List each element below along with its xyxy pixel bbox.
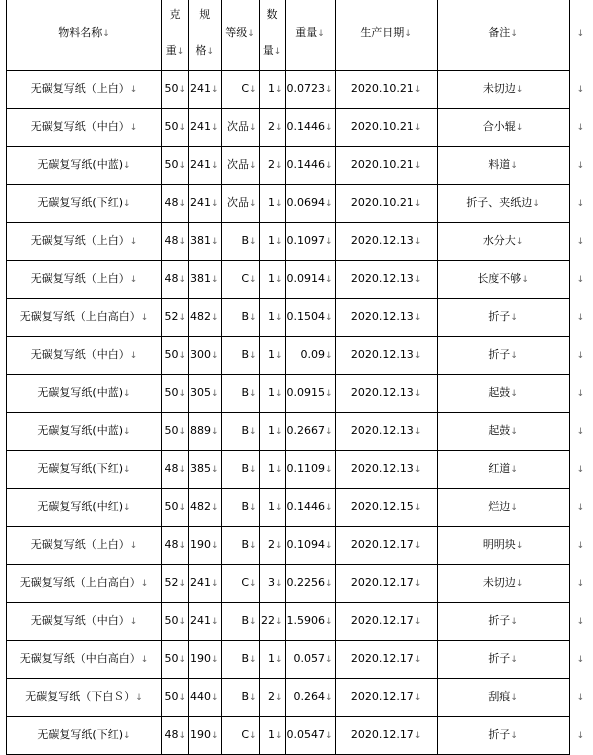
row-end-mark: ↓: [569, 489, 591, 527]
cell-gram: 48↓: [162, 717, 189, 755]
cell-grade: B↓: [221, 375, 259, 413]
cell-spec: 385↓: [189, 451, 222, 489]
cell-qty: 1↓: [259, 261, 285, 299]
cell-remark: 长度不够↓: [437, 261, 569, 299]
cell-remark: 起鼓↓: [437, 375, 569, 413]
cell-spec: 440↓: [189, 679, 222, 717]
cell-grade: B↓: [221, 489, 259, 527]
cell-weight: 0.1446↓: [285, 109, 335, 147]
cell-grade: B↓: [221, 223, 259, 261]
row-end-mark: ↓: [569, 603, 591, 641]
cell-spec: 241↓: [189, 109, 222, 147]
cell-gram: 48↓: [162, 223, 189, 261]
table-row: [7, 527, 592, 565]
cell-qty: 1↓: [259, 451, 285, 489]
header-row: [7, 0, 592, 71]
cell-gram: 50↓: [162, 679, 189, 717]
row-end-mark: ↓: [569, 679, 591, 717]
cell-weight: 0.1094↓: [285, 527, 335, 565]
cell-date: 2020.10.21↓: [335, 71, 437, 109]
cell-name: 无碳复写纸(下红)↓: [7, 717, 162, 755]
cell-name: 无碳复写纸（上白）↓: [7, 223, 162, 261]
cell-gram: 50↓: [162, 109, 189, 147]
cell-spec: 381↓: [189, 261, 222, 299]
cell-grade: C↓: [221, 71, 259, 109]
row-end-mark: ↓: [569, 413, 591, 451]
table-row: [7, 565, 592, 603]
cell-weight: 0.0914↓: [285, 261, 335, 299]
cell-remark: 料道↓: [437, 147, 569, 185]
cell-weight: 0.1446↓: [285, 489, 335, 527]
cell-date: 2020.12.13↓: [335, 223, 437, 261]
cell-grade: C↓: [221, 717, 259, 755]
cell-spec: 241↓: [189, 603, 222, 641]
cell-grade: B↓: [221, 337, 259, 375]
cell-remark: 折子↓: [437, 717, 569, 755]
header-grade: 等级↓: [221, 0, 259, 71]
table-row: [7, 679, 592, 717]
cell-remark: 红道↓: [437, 451, 569, 489]
cell-weight: 0.09↓: [285, 337, 335, 375]
cell-grade: 次品↓: [221, 147, 259, 185]
table-row: [7, 603, 592, 641]
cell-grade: C↓: [221, 261, 259, 299]
table-row: [7, 223, 592, 261]
cell-gram: 50↓: [162, 375, 189, 413]
cell-grade: 次品↓: [221, 185, 259, 223]
cell-weight: 0.264↓: [285, 679, 335, 717]
table-row: [7, 71, 592, 109]
cell-qty: 2↓: [259, 679, 285, 717]
cell-gram: 52↓: [162, 565, 189, 603]
cell-gram: 48↓: [162, 451, 189, 489]
table-row: [7, 261, 592, 299]
cell-grade: 次品↓: [221, 109, 259, 147]
cell-weight: 0.0547↓: [285, 717, 335, 755]
cell-name: 无碳复写纸(下红)↓: [7, 185, 162, 223]
cell-qty: 1↓: [259, 717, 285, 755]
cell-name: 无碳复写纸(中蓝)↓: [7, 147, 162, 185]
cell-spec: 482↓: [189, 489, 222, 527]
cell-gram: 50↓: [162, 71, 189, 109]
cell-gram: 50↓: [162, 603, 189, 641]
cell-remark: 折子↓: [437, 299, 569, 337]
header-weight: 重量↓: [285, 0, 335, 71]
cell-qty: 1↓: [259, 337, 285, 375]
cell-remark: 折子↓: [437, 337, 569, 375]
row-end-mark: ↓: [569, 717, 591, 755]
cell-name: 无碳复写纸(中红)↓: [7, 489, 162, 527]
header-spec: 规 格↓: [189, 0, 222, 71]
cell-date: 2020.12.17↓: [335, 679, 437, 717]
cell-spec: 241↓: [189, 565, 222, 603]
cell-remark: 折子↓: [437, 603, 569, 641]
cell-name: 无碳复写纸(中蓝)↓: [7, 413, 162, 451]
cell-spec: 241↓: [189, 185, 222, 223]
cell-weight: 0.2667↓: [285, 413, 335, 451]
cell-qty: 2↓: [259, 109, 285, 147]
cell-spec: 190↓: [189, 641, 222, 679]
cell-name: 无碳复写纸（上白高白）↓: [7, 565, 162, 603]
cell-date: 2020.10.21↓: [335, 147, 437, 185]
cell-gram: 48↓: [162, 527, 189, 565]
cell-gram: 52↓: [162, 299, 189, 337]
cell-name: 无碳复写纸(下红)↓: [7, 451, 162, 489]
cell-qty: 1↓: [259, 641, 285, 679]
cell-remark: 折子↓: [437, 641, 569, 679]
header-qty: 数 量↓: [259, 0, 285, 71]
row-end-mark: ↓: [569, 299, 591, 337]
cell-remark: 起鼓↓: [437, 413, 569, 451]
cell-grade: B↓: [221, 527, 259, 565]
cell-weight: 0.1097↓: [285, 223, 335, 261]
cell-weight: 1.5906↓: [285, 603, 335, 641]
row-end-mark: ↓: [569, 337, 591, 375]
table-row: [7, 185, 592, 223]
table-row: [7, 451, 592, 489]
cell-gram: 50↓: [162, 489, 189, 527]
cell-name: 无碳复写纸（中白）↓: [7, 603, 162, 641]
row-end-mark: ↓: [569, 375, 591, 413]
row-end-mark: ↓: [569, 109, 591, 147]
cell-weight: 0.2256↓: [285, 565, 335, 603]
cell-date: 2020.12.13↓: [335, 451, 437, 489]
header-gram: 克 重↓: [162, 0, 189, 71]
cell-remark: 折子、夹纸边↓: [437, 185, 569, 223]
cell-spec: 241↓: [189, 71, 222, 109]
cell-spec: 241↓: [189, 147, 222, 185]
header-remark: 备注↓: [437, 0, 569, 71]
cell-weight: 0.0723↓: [285, 71, 335, 109]
cell-qty: 1↓: [259, 299, 285, 337]
cell-date: 2020.12.13↓: [335, 299, 437, 337]
cell-remark: 合小辊↓: [437, 109, 569, 147]
cell-gram: 48↓: [162, 185, 189, 223]
cell-remark: 水分大↓: [437, 223, 569, 261]
cell-weight: 0.0694↓: [285, 185, 335, 223]
cell-date: 2020.12.13↓: [335, 375, 437, 413]
cell-weight: 0.057↓: [285, 641, 335, 679]
cell-weight: 0.1109↓: [285, 451, 335, 489]
row-end-mark: ↓: [569, 0, 591, 71]
cell-qty: 1↓: [259, 223, 285, 261]
row-end-mark: ↓: [569, 565, 591, 603]
cell-date: 2020.12.13↓: [335, 261, 437, 299]
cell-name: 无碳复写纸（上白）↓: [7, 527, 162, 565]
cell-qty: 1↓: [259, 375, 285, 413]
cell-date: 2020.12.17↓: [335, 717, 437, 755]
cell-name: 无碳复写纸（中白）↓: [7, 337, 162, 375]
cell-gram: 48↓: [162, 261, 189, 299]
header-name: 物料名称↓: [7, 0, 162, 71]
cell-qty: 1↓: [259, 489, 285, 527]
cell-remark: 明明块↓: [437, 527, 569, 565]
cell-date: 2020.12.13↓: [335, 413, 437, 451]
cell-grade: B↓: [221, 679, 259, 717]
cell-date: 2020.12.17↓: [335, 603, 437, 641]
row-end-mark: ↓: [569, 71, 591, 109]
table-row: [7, 147, 592, 185]
cell-remark: 刮痕↓: [437, 679, 569, 717]
row-end-mark: ↓: [569, 641, 591, 679]
cell-name: 无碳复写纸（上白高白）↓: [7, 299, 162, 337]
table-row: [7, 299, 592, 337]
cell-name: 无碳复写纸（上白）↓: [7, 261, 162, 299]
cell-spec: 305↓: [189, 375, 222, 413]
row-end-mark: ↓: [569, 451, 591, 489]
row-end-mark: ↓: [569, 185, 591, 223]
cell-grade: B↓: [221, 299, 259, 337]
table-row: [7, 337, 592, 375]
cell-grade: B↓: [221, 413, 259, 451]
cell-date: 2020.12.17↓: [335, 565, 437, 603]
cell-date: 2020.10.21↓: [335, 109, 437, 147]
row-end-mark: ↓: [569, 147, 591, 185]
table-row: [7, 413, 592, 451]
cell-date: 2020.12.13↓: [335, 337, 437, 375]
row-end-mark: ↓: [569, 223, 591, 261]
cell-grade: B↓: [221, 451, 259, 489]
cell-remark: 未切边↓: [437, 565, 569, 603]
cell-spec: 482↓: [189, 299, 222, 337]
cell-gram: 50↓: [162, 337, 189, 375]
cell-remark: 烂边↓: [437, 489, 569, 527]
table-row: [7, 109, 592, 147]
cell-grade: B↓: [221, 641, 259, 679]
cell-weight: 0.1504↓: [285, 299, 335, 337]
cell-gram: 50↓: [162, 641, 189, 679]
material-table: [6, 0, 591, 755]
cell-gram: 50↓: [162, 147, 189, 185]
cell-weight: 0.0915↓: [285, 375, 335, 413]
table-row: [7, 641, 592, 679]
cell-weight: 0.1446↓: [285, 147, 335, 185]
cell-grade: B↓: [221, 603, 259, 641]
cell-date: 2020.12.15↓: [335, 489, 437, 527]
cell-date: 2020.12.17↓: [335, 641, 437, 679]
cell-qty: 1↓: [259, 71, 285, 109]
cell-spec: 381↓: [189, 223, 222, 261]
cell-date: 2020.12.17↓: [335, 527, 437, 565]
row-end-mark: ↓: [569, 261, 591, 299]
cell-qty: 22↓: [259, 603, 285, 641]
header-date: 生产日期↓: [335, 0, 437, 71]
cell-qty: 2↓: [259, 527, 285, 565]
table-row: [7, 489, 592, 527]
cell-spec: 889↓: [189, 413, 222, 451]
table-row: [7, 717, 592, 755]
cell-qty: 3↓: [259, 565, 285, 603]
cell-spec: 300↓: [189, 337, 222, 375]
cell-spec: 190↓: [189, 527, 222, 565]
cell-spec: 190↓: [189, 717, 222, 755]
cell-name: 无碳复写纸（中白）↓: [7, 109, 162, 147]
cell-name: 无碳复写纸（中白高白）↓: [7, 641, 162, 679]
cell-date: 2020.10.21↓: [335, 185, 437, 223]
cell-qty: 1↓: [259, 413, 285, 451]
cell-qty: 2↓: [259, 147, 285, 185]
cell-qty: 1↓: [259, 185, 285, 223]
cell-grade: C↓: [221, 565, 259, 603]
cell-name: 无碳复写纸(中蓝)↓: [7, 375, 162, 413]
cell-remark: 未切边↓: [437, 71, 569, 109]
cell-name: 无碳复写纸（上白）↓: [7, 71, 162, 109]
row-end-mark: ↓: [569, 527, 591, 565]
table-row: [7, 375, 592, 413]
cell-gram: 50↓: [162, 413, 189, 451]
cell-name: 无碳复写纸（下白Ｓ）↓: [7, 679, 162, 717]
